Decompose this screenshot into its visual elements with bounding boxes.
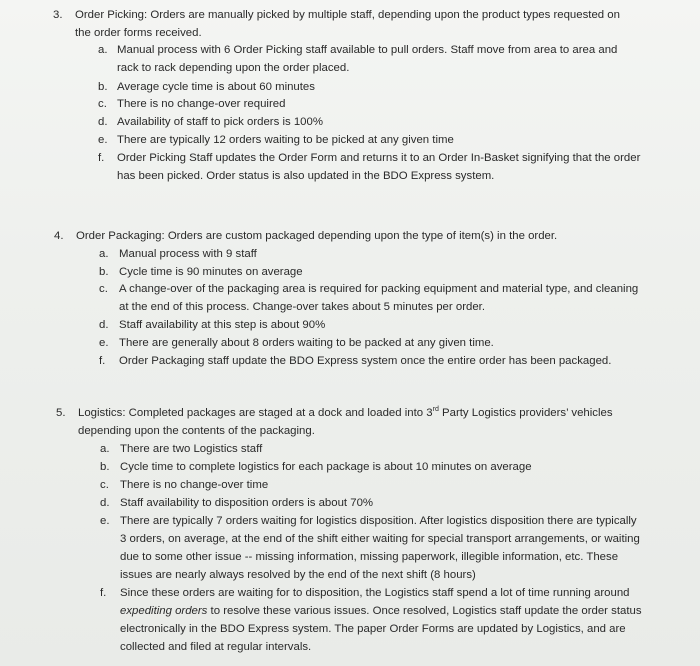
section-number: 4. — [54, 230, 64, 242]
list-item: at the end of this process. Change-over takes about 5 minutes per order. — [119, 301, 485, 313]
list-item: There are typically 7 orders waiting for logistics disposition. After logistics disposition there are typically — [120, 515, 637, 527]
item-letter: a. — [98, 44, 108, 56]
list-item: has been picked. Order status is also updated in the BDO Express system. — [117, 170, 495, 182]
section-intro: Party Logistics providers’ vehicles — [438, 407, 613, 419]
item-letter: b. — [99, 266, 109, 278]
list-item: 3 orders, on average, at the end of the shift either waiting for special transport arrangements, or waiting — [120, 533, 640, 545]
item-letter: f. — [100, 587, 107, 599]
section-number: 3. — [53, 9, 63, 21]
list-item: electronically in the BDO Express system. The paper Order Forms are updated by Logistics, and are — [120, 623, 626, 635]
item-letter: c. — [98, 98, 107, 110]
list-item: Manual process with 9 staff — [119, 248, 257, 260]
list-item: There are typically 12 orders waiting to be picked at any given time — [117, 134, 454, 146]
item-letter: d. — [100, 497, 110, 509]
list-item: collected and filed at regular intervals. — [120, 641, 312, 653]
emphasis-text: expediting orders — [120, 605, 208, 617]
item-letter: d. — [98, 116, 108, 128]
item-letter: c. — [100, 479, 109, 491]
item-letter: b. — [98, 81, 108, 93]
list-item-text: to resolve these various issues. Once resolved, Logistics staff update the order status — [207, 605, 642, 617]
list-item: rack to rack depending upon the order placed. — [117, 62, 350, 74]
list-item: There are two Logistics staff — [120, 443, 263, 455]
ordinal-suffix: rd — [432, 406, 439, 414]
section-number: 5. — [56, 407, 66, 419]
item-letter: c. — [99, 283, 108, 295]
section-intro: Orders are manually picked by multiple staff, depending upon the product types requested on — [150, 9, 620, 21]
list-item: A change-over of the packaging area is required for packing equipment and material type, and cleaning — [119, 283, 639, 295]
item-letter: a. — [99, 248, 109, 260]
section-title: Logistics: — [78, 407, 126, 419]
list-item: There is no change-over time — [120, 479, 269, 491]
section-intro-line: depending upon the contents of the packaging. — [78, 425, 315, 437]
list-item: Manual process with 6 Order Picking staff available to pull orders. Staff move from area to area and — [117, 44, 618, 56]
list-item: Cycle time is 90 minutes on average — [119, 266, 303, 278]
item-letter: e. — [99, 337, 109, 349]
list-item: Order Packaging staff update the BDO Express system once the entire order has been packaged. — [119, 355, 612, 367]
item-letter: a. — [100, 443, 110, 455]
list-item: Average cycle time is about 60 minutes — [117, 81, 315, 93]
list-item: Availability of staff to pick orders is 100% — [117, 116, 323, 128]
section-title: Order Packaging: — [76, 230, 165, 242]
section-title: Order Picking: — [75, 9, 148, 21]
list-item: Since these orders are waiting for to disposition, the Logistics staff spend a lot of time running around — [120, 587, 630, 599]
item-letter: d. — [99, 319, 109, 331]
list-item: Order Picking Staff updates the Order Form and returns it to an Order In-Basket signifying that the order — [117, 152, 641, 164]
list-item: Staff availability to disposition orders is about 70% — [120, 497, 374, 509]
item-letter: e. — [100, 515, 110, 527]
item-letter: f. — [98, 152, 105, 164]
section-intro: Completed packages are staged at a dock and loaded into 3 — [128, 407, 433, 419]
list-item — [120, 603, 642, 620]
list-item: issues are nearly always resolved by the end of the next shift (8 hours) — [120, 569, 476, 581]
list-item: Staff availability at this step is about 90% — [119, 319, 326, 331]
section-intro-line — [78, 405, 613, 422]
item-letter: f. — [99, 355, 106, 367]
list-item: There are generally about 8 orders waiting to be packed at any given time. — [119, 337, 494, 349]
list-item: due to some other issue -- missing information, missing paperwork, illegible information, etc. These — [120, 551, 619, 563]
list-item: There is no change-over required — [117, 98, 286, 110]
section-intro-line — [75, 7, 620, 24]
section-intro-line — [76, 228, 557, 245]
item-letter: b. — [100, 461, 110, 473]
section-intro-line: the order forms received. — [75, 27, 202, 39]
list-item: Cycle time to complete logistics for each package is about 10 minutes on average — [120, 461, 532, 473]
section-intro: Orders are custom packaged depending upon the type of item(s) in the order. — [167, 230, 558, 242]
item-letter: e. — [98, 134, 108, 146]
